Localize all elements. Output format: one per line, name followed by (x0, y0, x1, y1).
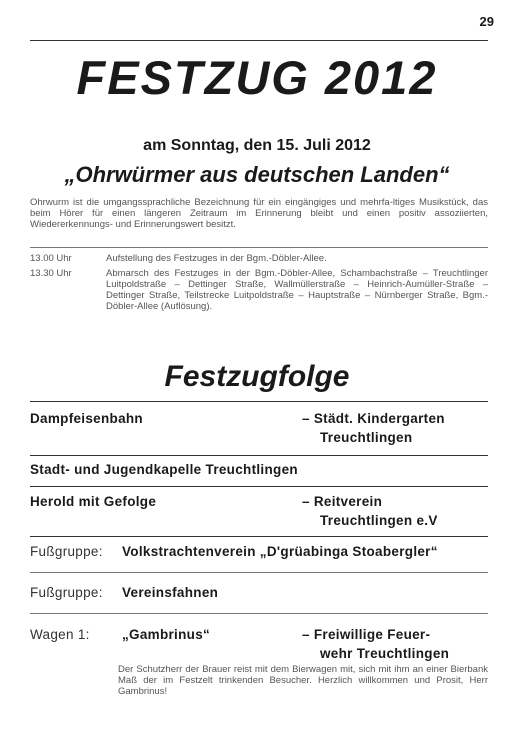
procession-item-description: Der Schutzherr der Brauer reist mit dem Bierwagen mit, sich mit ihm an einer Bierbank Maß der im Festzelt trinkenden Besucher. Herzlich willkommen und Prosit, Herr Gambrinus! (118, 664, 488, 697)
procession-item (30, 584, 488, 604)
procession-item-name: Dampfeisenbahn (30, 411, 143, 426)
procession-item-sponsor: – Städt. Kindergarten (302, 411, 445, 426)
event-date: am Sonntag, den 15. Juli 2012 (143, 137, 371, 154)
procession-item-name: Volkstrachtenverein „D'grüabinga Stoabergler“ (122, 544, 438, 559)
schedule-text: Abmarsch des Festzuges in der Bgm.-Döbler-Allee, Schambachstraße – Treuchtlinger Luitpoldstraße – Dettinger Straße, Wallmüllerstraße – Heinrich-Aumüller-Straße – Dettinger Straße, Teilstrecke Luitpoldstraße – Hauptstraße – Nürnberger Straße, Bgm.-Döbler-Allee (Auflösung). (106, 268, 488, 312)
procession-rule (30, 401, 488, 402)
procession-item (30, 493, 488, 533)
procession-item-name: „Gambrinus“ (122, 627, 211, 642)
procession-item-type: Wagen 1: (30, 627, 90, 642)
procession-item (30, 461, 488, 481)
procession-item-name: Stadt- und Jugendkapelle Treuchtlingen (30, 462, 298, 477)
page-title: FESTZUG 2012 (76, 51, 438, 104)
intro-paragraph: Ohrwurm ist die umgangssprachliche Bezeichnung für ein eingängiges und mehrfa-ltiges Musikstück, das beim Hörer für einen längeren Zeitraum im Erinnerung bleibt und einen positiv assoziierten, Wiedererkennungs- und Erinnerungswert besitzt. (30, 197, 488, 230)
schedule-time: 13.30 Uhr (30, 268, 72, 279)
page-number: 29 (479, 14, 494, 29)
schedule-text: Aufstellung des Festzuges in der Bgm.-Döbler-Allee. (106, 253, 327, 264)
procession-rule (30, 486, 488, 487)
procession-item-sponsor-line2: wehr Treuchtlingen (320, 646, 450, 661)
procession-item (30, 626, 488, 666)
procession-rule (30, 536, 488, 537)
procession-item (30, 410, 488, 450)
procession-rule (30, 613, 488, 614)
procession-rule (30, 455, 488, 456)
procession-item-sponsor: – Freiwillige Feuer- (302, 627, 431, 642)
schedule-time: 13.00 Uhr (30, 253, 72, 264)
top-rule (30, 40, 488, 41)
procession-item-name: Herold mit Gefolge (30, 494, 157, 509)
schedule (30, 253, 488, 316)
procession-item-sponsor-line2: Treuchtlingen e.V (320, 513, 438, 528)
procession-item-sponsor: – Reitverein (302, 494, 383, 509)
procession-item-sponsor-line2: Treuchtlingen (320, 430, 413, 445)
procession-item-type: Fußgruppe: (30, 585, 103, 600)
schedule-rule-top (30, 247, 488, 248)
schedule-row (30, 253, 488, 264)
schedule-row (30, 268, 488, 312)
procession-item-type: Fußgruppe: (30, 544, 103, 559)
procession-item-name: Vereinsfahnen (122, 585, 219, 600)
section-heading: Festzugfolge (164, 360, 350, 393)
procession-rule (30, 572, 488, 573)
procession-item (30, 543, 488, 563)
event-motto: „Ohrwürmer aus deutschen Landen“ (64, 162, 450, 187)
